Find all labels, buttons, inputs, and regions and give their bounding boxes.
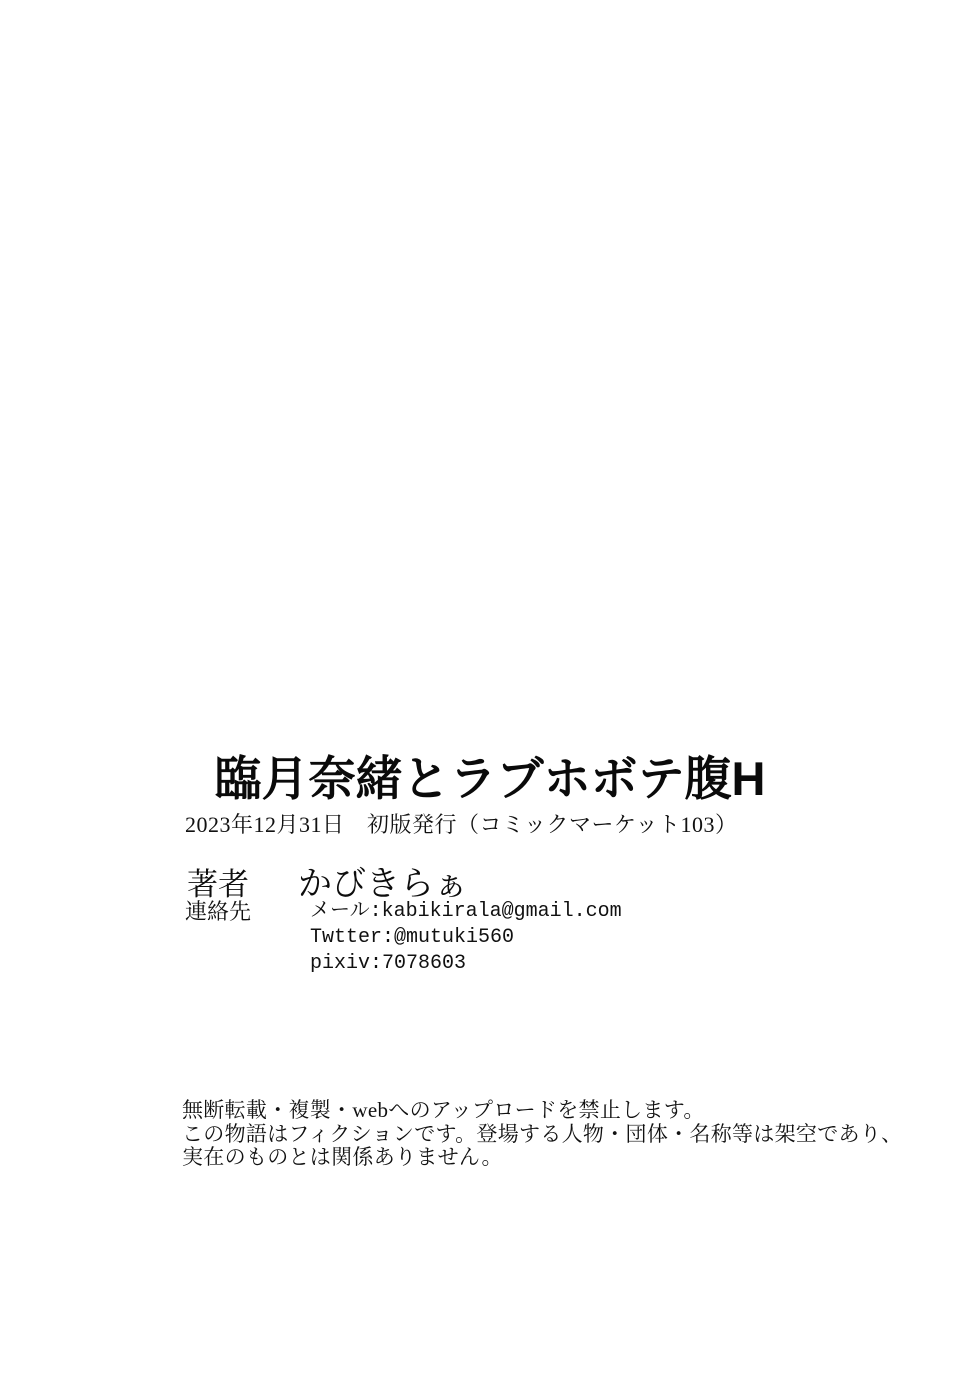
contact-lines [310, 899, 622, 977]
contact-email-line: メール:kabikirala@gmail.com [310, 900, 622, 923]
author-label: 著者 [187, 867, 249, 902]
contact-twitter-line: Twtter:@mutuki560 [310, 926, 515, 949]
disclaimer-line-2: この物語はフィクションです。登場する人物・団体・名称等は架空であり、 [182, 1121, 903, 1146]
author-row [187, 856, 468, 905]
doujin-title: 臨月奈緒とラブホボテ腹H [214, 752, 766, 805]
author-name: かびきらぁ [298, 866, 468, 903]
disclaimer-block [182, 1099, 902, 1170]
contact-label: 連絡先 [185, 899, 252, 924]
disclaimer-line-3: 実在のものとは関係ありません。 [182, 1145, 503, 1169]
contact-row [185, 899, 622, 977]
edition-date-line: 2023年12月31日 初版発行（コミックマーケット103） [185, 812, 738, 837]
contact-pixiv-line: pixiv:7078603 [310, 952, 467, 975]
disclaimer-line-1: 無断転載・複製・webへのアップロードを禁止します。 [182, 1098, 705, 1122]
